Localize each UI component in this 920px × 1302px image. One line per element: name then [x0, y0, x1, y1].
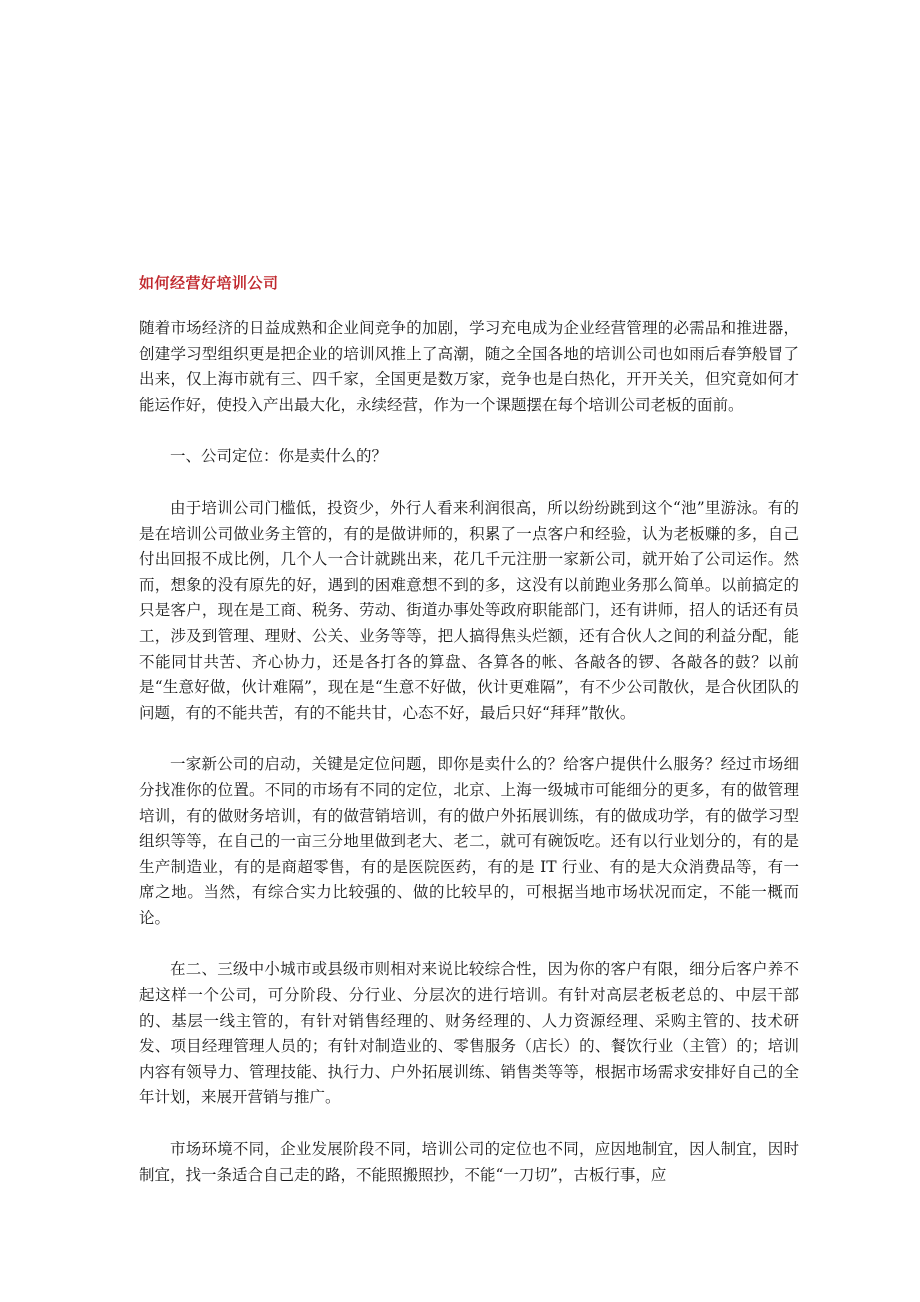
body-paragraph: 市场环境不同，企业发展阶段不同，培训公司的定位也不同，应因地制宜，因人制宜，因时制宜，找一条适合自己走的路，不能照搬照抄，不能“一刀切”，古板行事，应	[139, 1140, 799, 1184]
document-page	[139, 0, 799, 1302]
section-heading: 一、公司定位：你是卖什么的？	[170, 447, 388, 466]
intro-paragraph: 随着市场经济的日益成熟和企业间竞争的加剧，学习充电成为企业经营管理的必需品和推进器，创建学习型组织更是把企业的培训风推上了高潮，随之全国各地的培训公司也如雨后春笋般冒了出来，仅上海市就有三、四千家，全国更是数万家，竞争也是白热化，开开关关，但究竟如何才能运作好，使投入产出最大化，永续经营，作为一个课题摆在每个培训公司老板的面前。	[139, 319, 799, 414]
body-paragraph: 在二、三级中小城市或县级市则相对来说比较综合性，因为你的客户有限，细分后客户养不起这样一个公司，可分阶段、分行业、分层次的进行培训。有针对高层老板老总的、中层干部的、基层一线主管的，有针对销售经理的、财务经理的、人力资源经理、采购主管的、技术研发、项目经理管理人员的；有针对制造业的、零售服务（店长）的、餐饮行业（主管）的；培训内容有领导力、管理技能、执行力、户外拓展训练、销售类等等，根据市场需求安排好自己的全年计划，来展开营销与推广。	[139, 960, 799, 1107]
body-paragraph: 由于培训公司门槛低，投资少，外行人看来利润很高，所以纷纷跳到这个“池”里游泳。有的是在培训公司做业务主管的，有的是做讲师的，积累了一点客户和经验，认为老板赚的多，自己付出回报不成比例，几个人一合计就跳出来，花几千元注册一家新公司，就开始了公司运作。然而，想象的没有原先的好，遇到的困难意想不到的多，这没有以前跑业务那么简单。以前搞定的只是客户，现在是工商、税务、劳动、街道办事处等政府职能部门，还有讲师，招人的话还有员工，涉及到管理、理财、公关、业务等等，把人搞得焦头烂额，还有合伙人之间的利益分配，能不能同甘共苦、齐心协力，还是各打各的算盘、各算各的帐、各敲各的锣、各敲各的鼓？以前是“生意好做，伙计难隔”，现在是“生意不好做，伙计更难隔”，有不少公司散伙，是合伙团队的问题，有的不能共苦，有的不能共甘，心态不好，最后只好“拜拜”散伙。	[139, 498, 799, 722]
document-title: 如何经营好培训公司	[139, 274, 279, 292]
body-paragraph: 一家新公司的启动，关键是定位问题，即你是卖什么的？给客户提供什么服务？经过市场细分找准你的位置。不同的市场有不同的定位，北京、上海一级城市可能细分的更多，有的做管理培训，有的做财务培训，有的做营销培训，有的做户外拓展训练，有的做成功学，有的做学习型组织等等，在自己的一亩三分地里做到老大、老二，就可有碗饭吃。还有以行业划分的，有的是生产制造业，有的是商超零售，有的是医院医药，有的是 IT 行业、有的是大众消费品等，有一席之地。当然，有综合实力比较强的、做的比较早的，可根据当地市场状况而定，不能一概而论。	[139, 755, 799, 927]
document-body	[139, 316, 799, 1214]
